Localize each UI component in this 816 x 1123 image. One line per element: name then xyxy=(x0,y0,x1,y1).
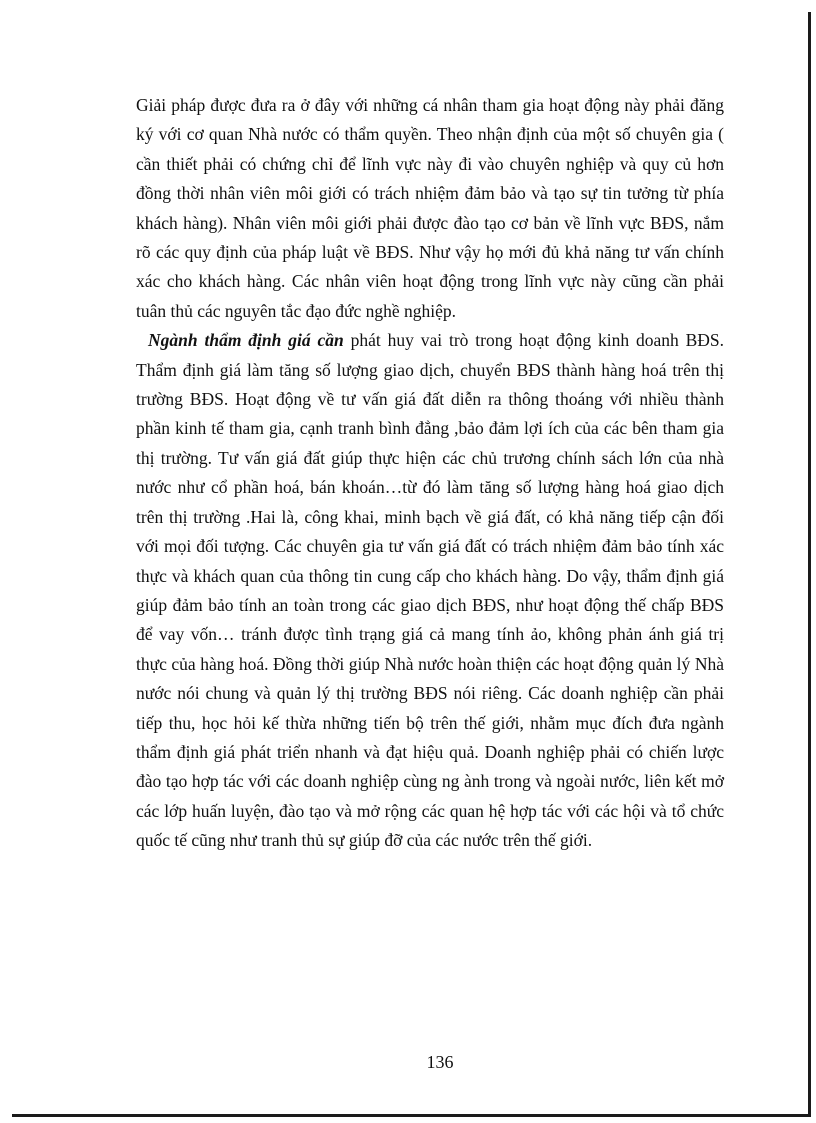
body-text xyxy=(136,91,724,856)
page-number: 136 xyxy=(426,1052,454,1072)
page-border-right xyxy=(808,12,811,1115)
paragraph-2 xyxy=(136,326,724,855)
paragraph-2-lead: Ngành thẩm định giá cần xyxy=(148,330,344,351)
paragraph-2-body: phát huy vai trò trong hoạt động kinh doanh BĐS. Thẩm định giá làm tăng số lượng giao dịch, chuyển BĐS thành hàng hoá trên thị trường BĐS. Hoạt động về tư vấn giá đất diễn ra thông thoáng với nhiều thành phần kinh tế tham gia, cạnh tranh bình đẳng ,bảo đảm lợi ích của các bên tham gia thị trường. Tư vấn giá đất giúp thực hiện các chủ trương chính sách lớn của nhà nước như cổ phần hoá, bán khoán…từ đó làm tăng số lượng hàng hoá giao dịch trên thị trường .Hai là, công khai, minh bạch về giá đất, có khả năng tiếp cận đối với mọi đối tượng. Các chuyên gia tư vấn giá đất có trách nhiệm đảm bảo tính xác thực và khách quan của thông tin cung cấp cho khách hàng. Do vậy, thẩm định giá giúp đảm bảo tính an toàn trong các giao dịch BĐS, như hoạt động thế chấp BĐS để vay vốn… tránh được tình trạng giá cả mang tính ảo, không phản ánh giá trị thực của hàng hoá. Đồng thời giúp Nhà nước hoàn thiện các hoạt động quản lý Nhà nước nói chung và quản lý thị trường BĐS nói riêng. Các doanh nghiệp cần phải tiếp thu, học hỏi kế thừa những tiến bộ trên thế giới, nhằm mục đích đưa ngành thẩm định giá phát triển nhanh và đạt hiệu quả. Doanh nghiệp phải có chiến lược đào tạo hợp tác với các doanh nghiệp cùng ng ành trong và ngoài nước, liên kết mở các lớp huấn luyện, đào tạo và mở rộng các quan hệ hợp tác với các hội và tổ chức quốc tế cũng như tranh thủ sự giúp đỡ của các nước trên thế giới. xyxy=(136,330,724,851)
paragraph-1: Giải pháp được đưa ra ở đây với những cá nhân tham gia hoạt động này phải đăng ký với cơ quan Nhà nước có thẩm quyền. Theo nhận định của một số chuyên gia ( cần thiết phải có chứng chỉ để lĩnh vực này đi vào chuyên nghiệp và quy củ hơn đồng thời nhân viên môi giới có trách nhiệm đảm bảo và tạo sự tin tưởng từ phía khách hàng). Nhân viên môi giới phải được đào tạo cơ bản về lĩnh vực BĐS, nắm rõ các quy định của pháp luật về BĐS. Như vậy họ mới đủ khả năng tư vấn chính xác cho khách hàng. Các nhân viên hoạt động trong lĩnh vực này cũng cần phải tuân thủ các nguyên tắc đạo đức nghề nghiệp. xyxy=(136,95,724,321)
page-border-bottom xyxy=(12,1114,811,1117)
